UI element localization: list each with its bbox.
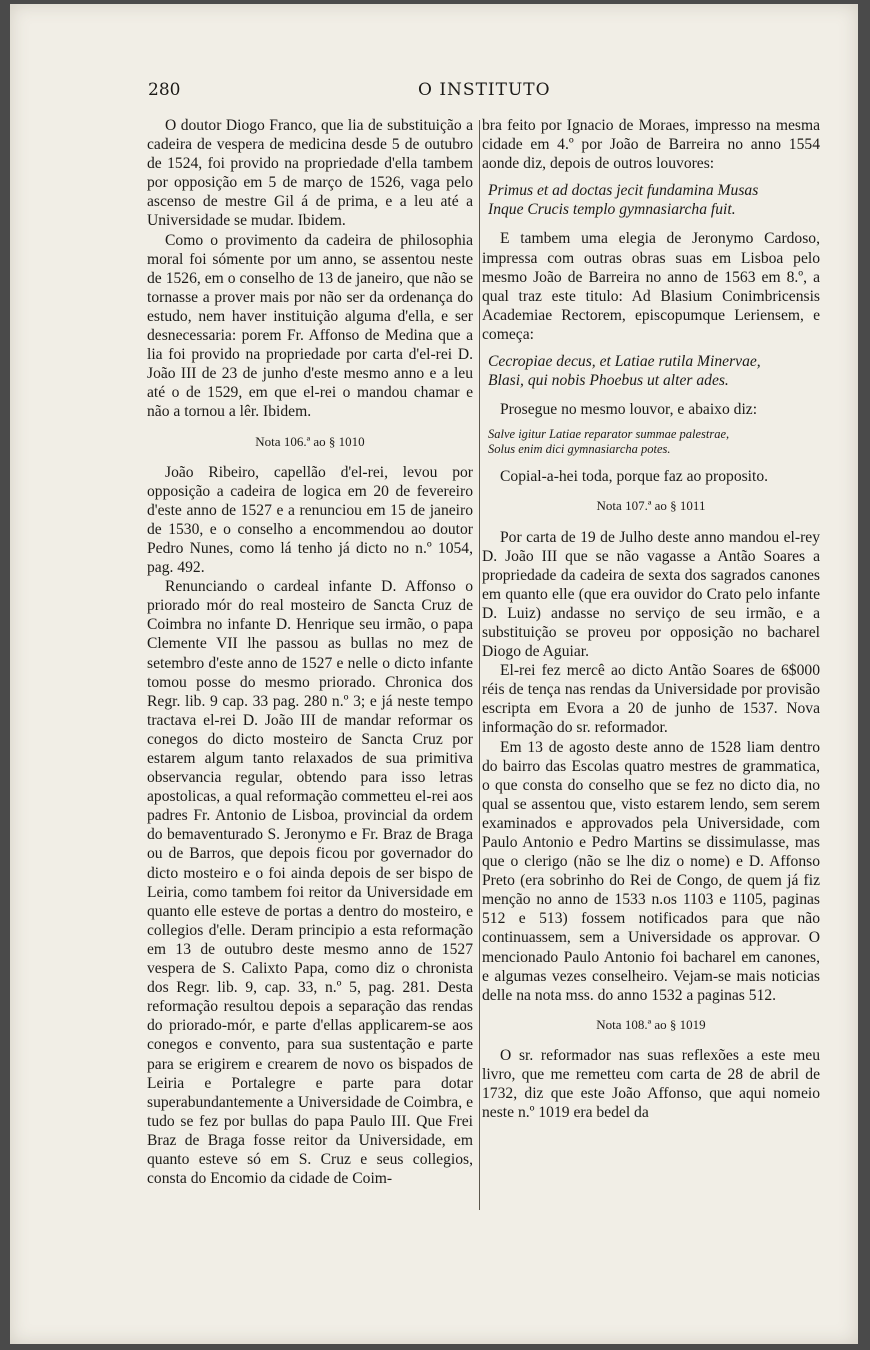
verse-quote bbox=[488, 181, 820, 219]
paragraph: O sr. reformador nas suas reflexões a este meu livro, que me remetteu com carta de 28 de abril de 1732, diz que este João Affonso, que aqui nomeio neste n.º 1019 era bedel da bbox=[482, 1046, 820, 1122]
verse-line: Blasi, qui nobis Phoebus ut alter ades. bbox=[488, 372, 729, 390]
paragraph: João Ribeiro, capellão d'el-rei, levou por opposição a cadeira de logica em 20 de fevereiro d'este anno de 1527 e a renunciou em 15 de janeiro de 1530, e o conselho a encommendou ao doutor Pedro Nunes, como lá tenho já dicto no n.º 1054, pag. 492. bbox=[147, 463, 473, 577]
left-column bbox=[147, 116, 473, 1188]
paragraph: El-rei fez mercê ao dicto Antão Soares de 6$000 réis de tença nas rendas da Universidade por provisão escripta em Evora a 20 de junho de 1537. Nova informação do sr. reformador. bbox=[482, 662, 820, 737]
verse-quote bbox=[488, 352, 820, 390]
column-divider bbox=[479, 120, 480, 1210]
note-heading: Nota 107.ª ao § 1011 bbox=[596, 498, 706, 514]
paragraph: Em 13 de agosto deste anno de 1528 liam dentro do bairro das Escolas quatro mestres de grammatica, o que consta do conselho que se fez no dicto dia, no qual se assentou que, visto estarem lendo, sem serem examinados e approvados pela Universidade, com Paulo Antonio e Pedro Martins se dissimulasse, mas que o clerigo (não se lhe diz o nome) e D. Affonso Preto (era sobrinho do Rei de Congo, de quem já fiz menção no anno de 1533 n.os 1103 e 1105, paginas 512 e 513) fossem notificados para que não continuassem, sem a Universidade os approvar. O mencionado Paulo Antonio foi bacharel em canones, e algumas vezes conselheiro. Vejam-se mais noticias delle na nota mss. do anno 1532 a paginas 512. bbox=[482, 738, 820, 1004]
note-heading: Nota 108.ª ao § 1019 bbox=[596, 1016, 706, 1032]
page-number: 280 bbox=[148, 80, 181, 100]
note-heading: Nota 106.ª ao § 1010 bbox=[255, 433, 365, 449]
paragraph: E tambem uma elegia de Jeronymo Cardoso, impressa com outras obras suas em Lisboa pelo mesmo João de Barreira no anno de 1563 em 8.º, a qual traz este titulo: Ad Blasium Conimbricensis Academiae Rectorem, episcopumque Leriensem, e começa: bbox=[482, 230, 820, 343]
paragraph: O doutor Diogo Franco, que lia de substituição a cadeira de vespera de medicina desde 5 de outubro de 1524, foi provido na propriedade d'ella tambem por opposição em 5 de março de 1526, vaga pelo ascenso de mestre Gil á de prima, e a leu até a Universidade se mudar. Ibidem. bbox=[147, 117, 473, 230]
verse-line: Salve igitur Latiae reparator summae palestrae, bbox=[488, 427, 730, 442]
verse-line: Solus enim dici gymnasiarcha potes. bbox=[488, 442, 671, 457]
paragraph: Copial-a-hei toda, porque faz ao proposito. bbox=[500, 468, 769, 486]
book-page bbox=[10, 4, 858, 1344]
page-header bbox=[148, 80, 828, 104]
running-title: O INSTITUTO bbox=[418, 80, 551, 100]
verse-line: Inque Crucis templo gymnasiarcha fuit. bbox=[488, 201, 736, 219]
verse-quote bbox=[488, 427, 820, 457]
paragraph: Por carta de 19 de Julho deste anno mandou el-rey D. João III que se não vagasse a Antão Soares a propriedade da cadeira de sexta dos sagrados canones em quanto elle (que era ouvidor do Crato pelo infante D. Luiz) andasse no serviço de seu irmão, e a substituição se proveu por opposição no bacharel Diogo de Aguiar. bbox=[482, 528, 820, 661]
paragraph: Prosegue no mesmo louvor, e abaixo diz: bbox=[500, 401, 758, 419]
paragraph: Renunciando o cardeal infante D. Affonso o priorado mór do real mosteiro de Sancta Cruz de Coimbra no infante D. Henrique seu irmão, o papa Clemente VII lhe passou as bullas no mez de setembro d'este anno de 1527 e nelle o dicto infante tomou posse do mesmo priorado. Chronica dos Regr. lib. 9 cap. 33 pag. 280 n.º 3; e já neste tempo tractava el-rei D. João III de mandar reformar os conegos do dicto mosteiro de Sancta Cruz por estarem algum tanto relaxados de sua primitiva observancia regular, obtendo para isso letras apostolicas, a qual reformação commetteu el-rei aos padres Fr. Antonio de Lisboa, provincial da ordem do bemaventurado S. Jeronymo e Fr. Braz de Braga ou de Barros, que depois ficou por governador do dicto mosteiro e o foi ainda depois de ser bispo de Leiria, como tambem foi reitor da Universidade em quanto elle esteve de portas a dentro do mosteiro, e collegios d'elle. Deram principio a esta reformação em 13 de outubro deste mesmo anno de 1527 vespera de S. Calixto Papa, como diz o chronista dos Regr. lib. 9, cap. 33, n.º 5, pag. 281. Desta reformação resultou depois a separação das rendas do priorado-mór, e parte d'ellas applicarem-se aos conegos e convento, para sua sustentação e parte para se erigirem e crearem de novo os bispados de Leiria e Portalegre e parte para dotar superabundantemente a Universidade de Coimbra, e tudo se fez por bullas do papa Paulo III. Que Frei Braz de Braga fosse reitor da Universidade, em quanto esteve só em S. Cruz e seus collegios, consta do Encomio da cidade de Coim- bbox=[147, 578, 473, 1188]
verse-line: Cecropiae decus, et Latiae rutila Minervae, bbox=[488, 353, 761, 371]
paragraph: Como o provimento da cadeira de philosophia moral foi sómente por um anno, se assentou neste de 1526, em o conselho de 13 de janeiro, que não se tornasse a prover mais por não ser da ordenança do estudo, nem haver instituição alguma d'ella, e ser desnecessaria: porem Fr. Affonso de Medina que a lia foi provido na propriedade por carta d'el-rei D. João III de 23 de junho d'este mesmo anno e a leu até o de 1529, em que el-rei o mandou chamar e não a tornou a lêr. Ibidem. bbox=[147, 231, 473, 421]
right-column bbox=[482, 116, 820, 1122]
verse-line: Primus et ad doctas jecit fundamina Musas bbox=[488, 182, 759, 200]
paragraph: bra feito por Ignacio de Moraes, impresso na mesma cidade em 4.º por João de Barreira no anno 1554 aonde diz, depois de outros louvores: bbox=[482, 117, 820, 173]
